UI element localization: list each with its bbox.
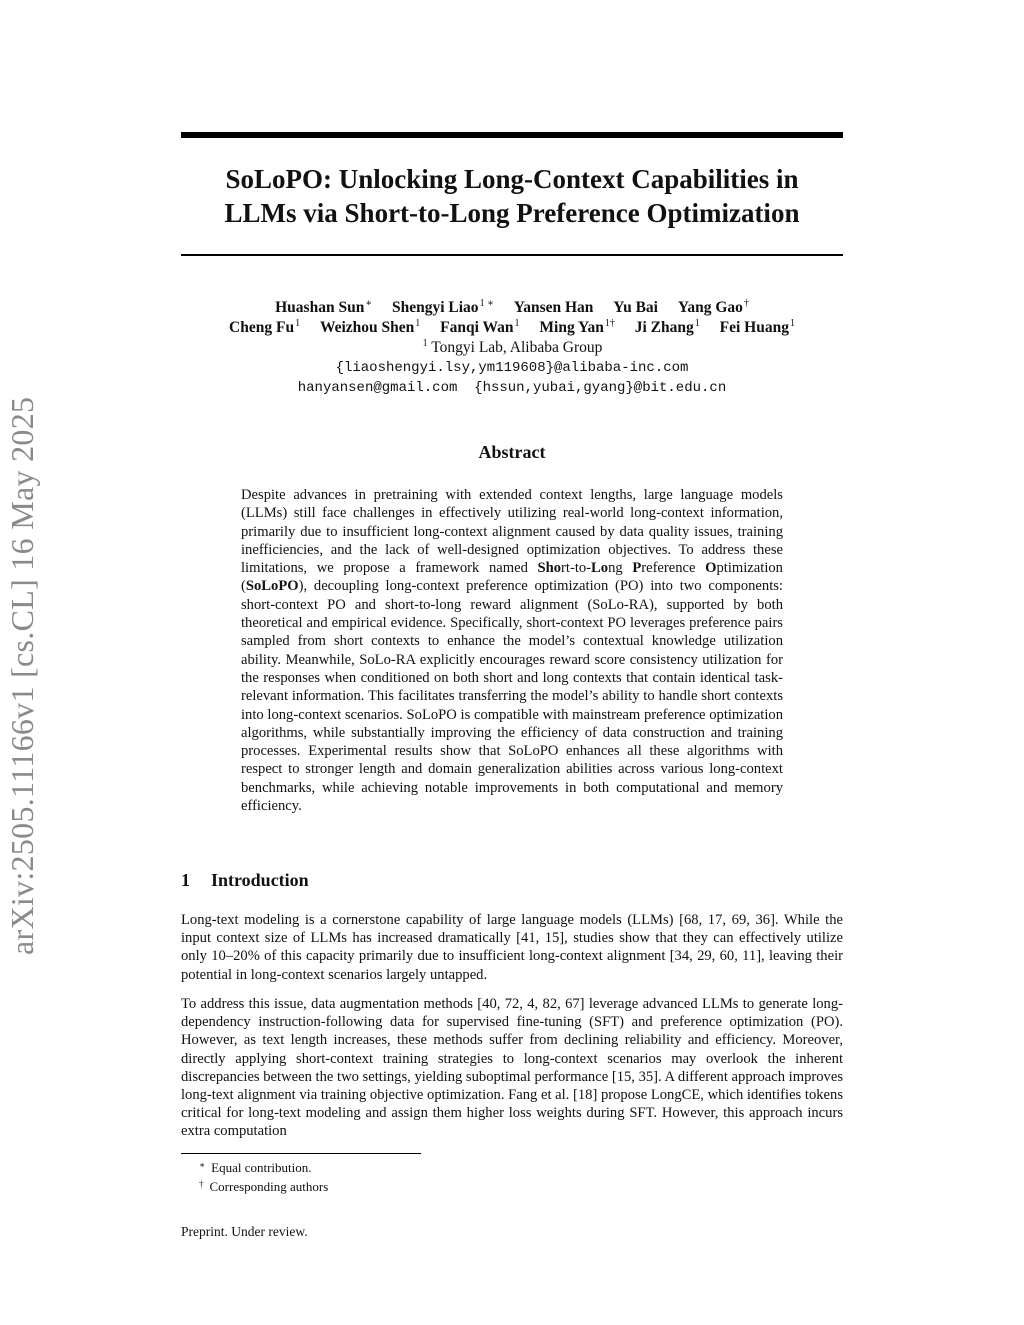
author-mark: 1† [604,318,615,329]
abstract-heading: Abstract [478,442,546,462]
page-footer: Preprint. Under review. [181,1224,308,1239]
footnote-mark: † [199,1179,204,1189]
abstract-part-2: ), decoupling long-context preference optimization (PO) into two components: short-context PO and short-to-long reward alignment (SoLo-RA), supported by both theoretical and empirical evidence. Specifically, short-context PO leverages preference pairs sampled from short contexts to enhance the model’s contextual knowledge utilization ability. Meanwhile, SoLo-RA explicitly encourages reward score consistency utilization for the responses when conditioned on both short and long contexts that contain identical task-relevant information. This facilitates transferring the model’s ability to handle short contexts into long-context scenarios. SoLoPO is compatible with mainstream preference optimization algorithms, while substantially improving the efficiency of data construction and training processes. Experimental results show that SoLoPO enhances all these algorithms with respect to stronger length and domain generalization abilities across various long-context benchmarks, while achieving notable improvements in both computational and memory efficiency. [241,578,783,815]
title-line-2: LLMs via Short-to-Long Preference Optimization [224,198,800,228]
author-name: Ming Yan [539,319,604,336]
title-bottom-rule [181,254,843,256]
affiliation [181,338,843,358]
author-name: Fei Huang [719,319,789,336]
authors-row-2 [181,318,843,338]
footnote-mark: ∗ [199,1160,206,1170]
abstract-run: rt-to- [561,560,592,577]
author-mark: 1 [415,318,421,329]
author-mark: 1 [514,318,520,329]
author-name: Yansen Han [513,299,594,316]
abstract-bold: Lo [591,560,609,577]
title-top-rule [181,132,843,138]
abstract-run: reference [641,560,706,577]
title-line-1: SoLoPO: Unlocking Long-Context Capabilities in [225,164,799,194]
affiliation-mark: 1 [422,338,428,349]
authors-row-1 [181,298,843,318]
affiliation-text: Tongyi Lab, Alibaba Group [431,339,603,356]
author-name: Ji Zhang [634,319,694,336]
author-name: Huashan Sun [275,299,365,316]
author-mark: 1 [694,318,700,329]
author-mark: 1 [789,318,795,329]
abstract-run: ptimization ( [241,560,783,595]
author-mark: ∗ [365,298,373,309]
author-name: Yu Bai [613,299,658,316]
abstract-bold: Sho [537,560,562,577]
footnote-1 [199,1156,312,1177]
abstract-part-1: Despite advances in pretraining with extended context lengths, large language models (LLMs) still face challenges in effectively utilizing real-world long-context information, primarily due to insufficient long-context alignment caused by data quality issues, training inefficiencies, and the lack of well-designed optimization objectives. To address these limitations, we propose a framework named [241,487,783,577]
abstract-bold: SoLoPO [245,578,299,595]
arxiv-stamp: arXiv:2505.11166v1 [cs.CL] 16 May 2025 [4,396,40,955]
section-number: 1 [181,870,190,890]
author-block [181,298,843,398]
author-name: Weizhou Shen [319,319,415,336]
footnote-text: Equal contribution. [211,1160,312,1175]
abstract-text [241,486,783,815]
author-name: Cheng Fu [229,319,295,336]
author-mark: 1 ∗ [479,298,494,309]
abstract-bold: O [705,560,717,577]
footnote-rule [181,1153,421,1154]
section-heading [181,870,309,891]
abstract-run: ng [608,560,633,577]
author-name: Fanqi Wan [440,319,514,336]
intro-paragraph-2: To address this issue, data augmentation methods [40, 72, 4, 82, 67] leverage advanced LLMs to generate long-dependency instruction-following data for supervised fine-tuning (SFT) and preference optimization (PO). However, as text length increases, these methods suffer from declining reliability and efficiency. Moreover, directly applying short-context training strategies to long-context scenarios may overlook the inherent discrepancies between the two settings, yielding suboptimal performance [15, 35]. A different approach improves long-text alignment via training objective optimization. Fang et al. [18] propose LongCE, which identifies tokens critical for long-text modeling and assign them higher loss weights during SFT. However, this approach incurs extra computation [181,996,843,1140]
author-name: Shengyi Liao [391,299,479,316]
author-mark: 1 [295,318,301,329]
author-name: Yang Gao [677,299,743,316]
paper-title [181,162,843,230]
footnote-2 [199,1175,328,1196]
author-mark: † [743,298,749,309]
abstract-bold: P [632,560,642,577]
footnote-text: Corresponding authors [209,1179,329,1194]
intro-paragraph-1: Long-text modeling is a cornerstone capability of large language models (LLMs) [68, 17, 69, 36]. While the input context size of LLMs has increased dramatically [41, 15], studies show that they can effectively utilize only 10–20% of this capacity primarily due to insufficient long-context alignment [34, 29, 60, 11], leaving their potential in long-context scenarios largely untapped. [181,912,843,983]
email-line-2: hanyansen@gmail.com {hssun,yubai,gyang}@bit.edu.cn [297,380,727,396]
email-line-1: {liaoshengyi.lsy,ym119608}@alibaba-inc.com [335,360,689,376]
section-title: Introduction [211,870,309,890]
